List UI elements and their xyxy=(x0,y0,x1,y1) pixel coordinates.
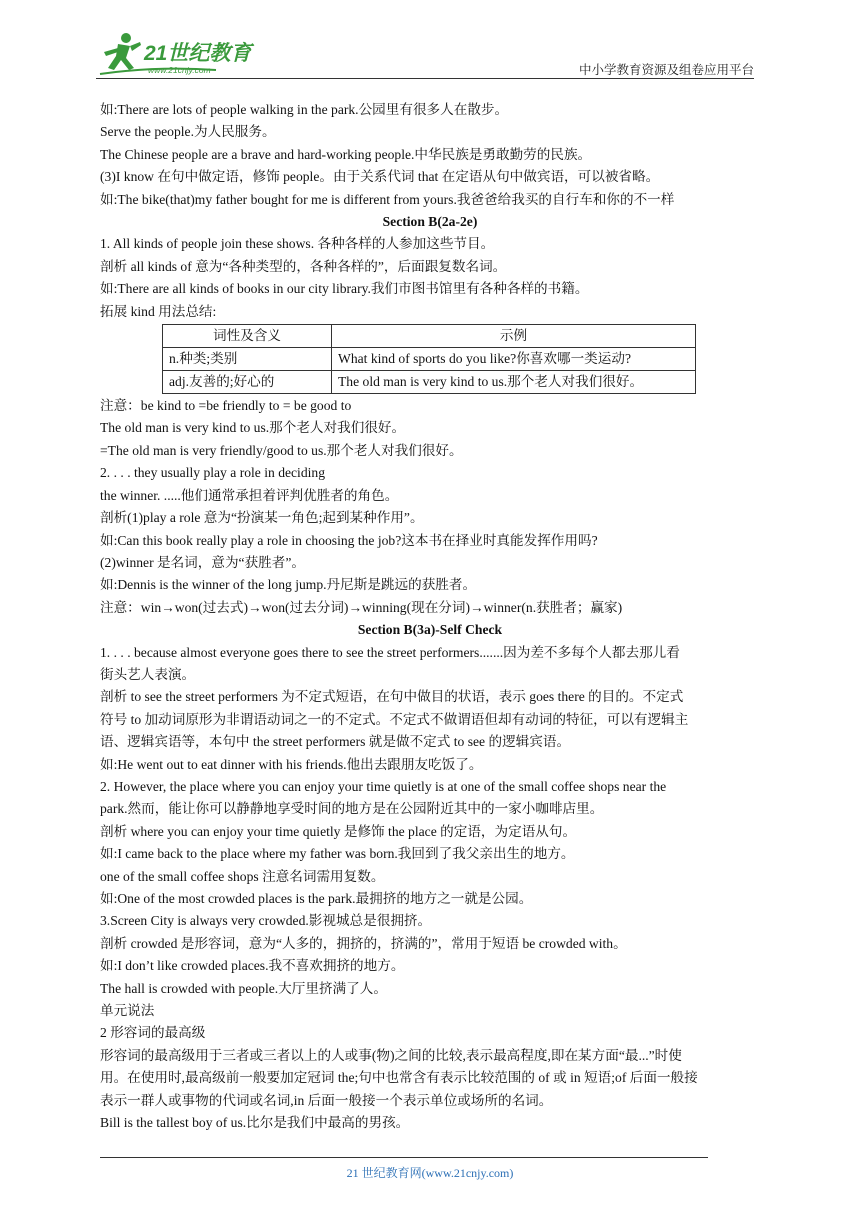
table-cell: n.种类;类别 xyxy=(163,348,332,371)
text-line: Bill is the tallest boy of us.比尔是我们中最高的男孩。 xyxy=(100,1115,410,1131)
text-line: 如:Dennis is the winner of the long jump.丹尼斯是跳远的获胜者。 xyxy=(100,577,477,593)
table-header-cell: 词性及含义 xyxy=(163,325,332,348)
text-line: 1. . . . because almost everyone goes there to see the street performers.......因为差不多每个人都去那儿看 xyxy=(100,644,680,660)
running-figure-icon xyxy=(104,33,141,70)
table-cell: What kind of sports do you like?你喜欢哪一类运动? xyxy=(332,348,696,371)
table-row xyxy=(163,348,696,371)
header-divider xyxy=(96,78,754,79)
logo-url: www.21cnjy.com xyxy=(148,65,211,75)
text-line: 剖析 crowded 是形容词，意为“人多的，拥挤的，挤满的”，常用于短语 be crowded with。 xyxy=(100,935,627,951)
text-line: 表示一群人或事物的代词或名词,in 后面一般接一个表示单位或场所的名词。 xyxy=(100,1092,553,1108)
text-line: 3.Screen City is always very crowded.影视城总是很拥挤。 xyxy=(100,913,432,929)
text-line: 1. All kinds of people join these shows. 各种各样的人参加这些节目。 xyxy=(100,236,495,252)
text-line: park.然而，能让你可以静静地享受时间的地方是在公园附近其中的一家小咖啡店里。 xyxy=(100,801,604,817)
text-line: 剖析 all kinds of 意为“各种类型的，各种各样的”，后面跟复数名词。 xyxy=(100,258,507,274)
text-line: 2. However, the place where you can enjoy your time quietly is at one of the small coffee shops near the xyxy=(100,778,667,794)
text-line: one of the small coffee shops 注意名词需用复数。 xyxy=(100,868,385,884)
text-line: 语、逻辑宾语等，本句中 the street performers 就是做不定式 to see 的逻辑宾语。 xyxy=(100,734,571,750)
text-line: 剖析(1)play a role 意为“扮演某一角色;起到某种作用”。 xyxy=(100,510,424,526)
text-line: the winner. .....他们通常承担着评判优胜者的角色。 xyxy=(100,487,399,503)
text-line: 注意：win→won(过去式)→won(过去分词)→winning(现在分词)→winner(n.获胜者；赢家) xyxy=(100,599,623,615)
text-line: 符号 to 加动词原形为非谓语动词之一的不定式。不定式不做谓语但却有动词的特征，可以有逻辑主 xyxy=(100,711,689,727)
logo-text: 21世纪教育 xyxy=(144,42,252,65)
text-line: 如:There are lots of people walking in the park.公园里有很多人在散步。 xyxy=(100,102,509,117)
text-line: 2. . . . they usually play a role in deciding xyxy=(100,465,326,481)
footer-divider xyxy=(100,1157,708,1158)
table-row xyxy=(163,371,696,394)
text-line: 剖析 where you can enjoy your time quietly 是修饰 the place 的定语，为定语从句。 xyxy=(100,823,577,839)
text-line: 单元说法 xyxy=(100,1003,155,1019)
table-cell: adj.友善的;好心的 xyxy=(163,371,332,394)
table-header-cell: 示例 xyxy=(332,325,696,348)
text-line: 如:I don’t like crowded places.我不喜欢拥挤的地方。 xyxy=(100,958,405,974)
text-line: 如:He went out to eat dinner with his friends.他出去跟朋友吃饭了。 xyxy=(100,756,483,772)
logo xyxy=(96,30,266,78)
text-line: 注意：be kind to =be friendly to = be good to xyxy=(100,398,352,414)
text-line: =The old man is very friendly/good to us.那个老人对我们很好。 xyxy=(100,442,463,458)
text-line: The hall is crowded with people.大厅里挤满了人。 xyxy=(100,980,387,996)
text-line: Serve the people.为人民服务。 xyxy=(100,124,276,140)
page-header xyxy=(0,0,860,82)
page-footer: 21 世纪教育网(www.21cnjy.com) xyxy=(346,1166,514,1180)
table-cell: The old man is very kind to us.那个老人对我们很好。 xyxy=(332,371,696,394)
section-heading: Section B(3a)-Self Check xyxy=(357,622,503,638)
text-line: 如:I came back to the place where my father was born.我回到了我父亲出生的地方。 xyxy=(100,846,575,862)
text-line: (2)winner 是名词，意为“获胜者”。 xyxy=(100,554,306,570)
text-line: 如:The bike(that)my father bought for me is different from yours.我爸爸给我买的自行车和你的不一样 xyxy=(100,191,675,207)
text-line: 如:One of the most crowded places is the park.最拥挤的地方之一就是公园。 xyxy=(100,891,533,906)
text-line: 街头艺人表演。 xyxy=(100,666,196,682)
text-line: 形容词的最高级用于三者或三者以上的人或事(物)之间的比较,表示最高程度,即在某方面“最...”时使 xyxy=(100,1047,682,1063)
table-header-row xyxy=(163,325,696,348)
text-line: 2 形容词的最高级 xyxy=(100,1025,206,1041)
text-line: 剖析 to see the street performers 为不定式短语，在句中做目的状语，表示 goes there 的目的。不定式 xyxy=(100,689,684,705)
text-line: The old man is very kind to us.那个老人对我们很好。 xyxy=(100,420,406,436)
text-line: (3)I know 在句中做定语，修饰 people。由于关系代词 that 在定语从句中做宾语，可以被省略。 xyxy=(100,169,660,185)
text-line: 如:There are all kinds of books in our city library.我们市图书馆里有各种各样的书籍。 xyxy=(100,281,589,297)
kind-usage-table xyxy=(162,324,696,394)
platform-name: 中小学教育资源及组卷应用平台 xyxy=(578,63,754,77)
text-line: 拓展 kind 用法总结: xyxy=(100,303,217,319)
text-line: 用。在使用时,最高级前一般要加定冠词 the;句中也常含有表示比较范围的 of 或 in 短语;of 后面一般接 xyxy=(100,1070,698,1086)
text-line: The Chinese people are a brave and hard-working people.中华民族是勇敢勤劳的民族。 xyxy=(100,146,592,162)
document-body xyxy=(100,99,760,1134)
text-line: 如:Can this book really play a role in choosing the job?这本书在择业时真能发挥作用吗? xyxy=(100,532,598,548)
section-heading: Section B(2a-2e) xyxy=(382,214,478,230)
